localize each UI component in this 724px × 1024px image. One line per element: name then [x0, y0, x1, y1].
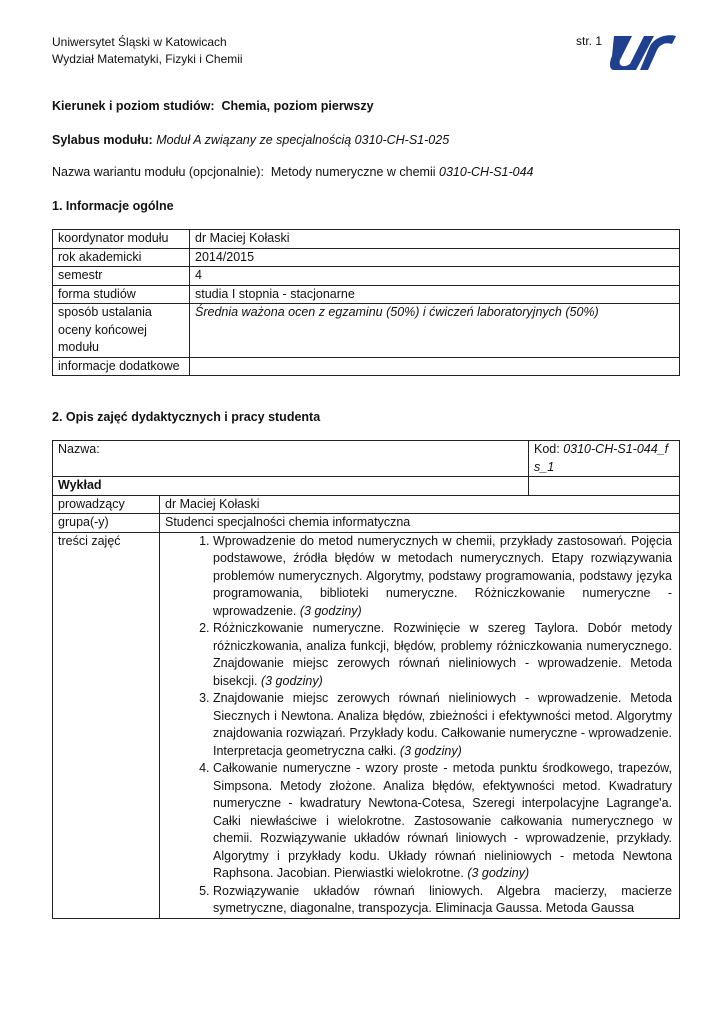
- kod-value: 0310-CH-S1-044_fs_1: [534, 442, 669, 474]
- sylabus-label: Sylabus modułu:: [52, 133, 153, 147]
- empty-cell: [529, 477, 680, 496]
- table-cell-label: forma studiów: [53, 285, 190, 304]
- course-description-table: [52, 440, 680, 919]
- table-cell-label: informacje dodatkowe: [53, 357, 190, 376]
- topic-text: Znajdowanie miejsc zerowych równań nieliniowych - wprowadzenie. Metoda Siecznych i Newtona. Analiza błędów, zbieżności i efektywności metod. Algorytmy znajdowania rozwiązań. Przykłady kodu. Całkowanie numeryczne - wprowadzenie. Interpretacja geometryczna całki.: [213, 691, 672, 758]
- table-row: [53, 267, 680, 286]
- topic-hours: (3 godziny): [467, 866, 530, 880]
- list-item: [213, 760, 674, 883]
- kierunek-label: Kierunek i poziom studiów:: [52, 99, 215, 113]
- prowadzacy-value: dr Maciej Kołaski: [160, 495, 680, 514]
- table-cell-value: [190, 357, 680, 376]
- wariant-label: Nazwa wariantu modułu (opcjonalnie):: [52, 165, 264, 179]
- table-row: [53, 477, 680, 496]
- nazwa-cell: [53, 441, 529, 477]
- page-number: str. 1: [576, 34, 603, 48]
- topic-text: Rozwiązywanie układów równań liniowych. Algebra macierzy, macierze symetryczne, diagonalne, transpozycja. Eliminacja Gaussa. Metoda Gaussa: [213, 883, 672, 915]
- table-cell-label: koordynator modułu: [53, 230, 190, 249]
- nazwa-label: Nazwa:: [58, 442, 100, 456]
- table-cell-label: rok akademicki: [53, 248, 190, 267]
- faculty-name: Wydział Matematyki, Fizyki i Chemii: [52, 52, 243, 66]
- table-cell-value: Średnia ważona ocen z egzaminu (50%) i ćwiczeń laboratoryjnych (50%): [190, 304, 680, 358]
- wyklad-cell: Wykład: [53, 477, 529, 496]
- table-row: [53, 441, 680, 477]
- list-item: [213, 533, 674, 621]
- table-row: [53, 285, 680, 304]
- topic-hours: (3 godziny): [399, 743, 462, 758]
- wariant-line: [52, 165, 534, 179]
- topic-hours: (3 godziny): [260, 673, 323, 688]
- table-row: [53, 304, 680, 358]
- table-row: [53, 230, 680, 249]
- kierunek-value: Chemia, poziom pierwszy: [221, 99, 374, 113]
- wariant-value: Metody numeryczne w chemii: [270, 165, 436, 179]
- general-info-table: [52, 229, 680, 376]
- tresci-label: treści zajęć: [53, 532, 160, 918]
- list-item: [213, 690, 674, 760]
- table-cell-value: dr Maciej Kołaski: [190, 230, 680, 249]
- prowadzacy-label: prowadzący: [53, 495, 160, 514]
- table-row: [53, 495, 680, 514]
- section2-title: 2. Opis zajęć dydaktycznych i pracy studenta: [52, 410, 321, 424]
- grupa-label: grupa(-y): [53, 514, 160, 533]
- tresci-content: [160, 532, 680, 918]
- kod-cell: [529, 441, 680, 477]
- table-row: [53, 532, 680, 918]
- table-row: [53, 514, 680, 533]
- university-name: Uniwersytet Śląski w Katowicach: [52, 35, 227, 49]
- topic-text: Wprowadzenie do metod numerycznych w chemii, przykłady zastosowań. Pojęcia podstawowe, źródła błędów w metodach numerycznych. Etapy rozwiązywania problemów numerycznych. Algorytmy, podstawy programowania, podstawy języka programowania, biblioteki numeryczne. Różniczkowanie numeryczne - wprowadzenie.: [213, 533, 672, 618]
- kod-label: Kod:: [534, 442, 560, 456]
- topic-hours: (3 godziny): [299, 603, 362, 618]
- topics-list: [165, 533, 674, 918]
- grupa-value: Studenci specjalności chemia informatyczna: [160, 514, 680, 533]
- topic-text: Różniczkowanie numeryczne. Rozwinięcie w szereg Taylora. Dobór metody różniczkowania, analiza funkcji, błędów, problemy różniczkowania numerycznego. Znajdowanie miejsc zerowych równań nieliniowych - wprowadzenie. Metoda bisekcji.: [213, 621, 672, 688]
- table-row: [53, 357, 680, 376]
- page-header: [52, 34, 243, 68]
- table-cell-label: sposób ustalania oceny końcowej modułu: [53, 304, 190, 358]
- sylabus-line: [52, 133, 449, 147]
- topic-text: Całkowanie numeryczne - wzory proste - metoda punktu środkowego, trapezów, Simpsona. Metody złożone. Analiza błędów, efektywności metod. Kwadratury numeryczne - kwadratury Newtona-Cotesa, Szeregi interpolacyjne Lagrange'a. Całki niewłaściwe i wielokrotne. Zastosowanie całkowania numerycznego w chemii. Rozwiązywanie układów równań liniowych - wprowadzenie, przykłady. Algorytmy i przykłady kodu. Układy równań nieliniowych - metoda Newtona Raphsona. Jacobian. Pierwiastki wielokrotne.: [213, 761, 672, 880]
- section1-title: 1. Informacje ogólne: [52, 199, 174, 213]
- table-cell-label: semestr: [53, 267, 190, 286]
- kierunek-line: [52, 99, 374, 113]
- wariant-code: 0310-CH-S1-044: [439, 165, 534, 179]
- table-cell-value: 2014/2015: [190, 248, 680, 267]
- list-item: [213, 620, 674, 690]
- table-row: [53, 248, 680, 267]
- list-item: [213, 883, 674, 918]
- table-cell-value: 4: [190, 267, 680, 286]
- university-logo-icon: [610, 30, 676, 74]
- sylabus-value: Moduł A związany ze specjalnością 0310-CH-S1-025: [156, 133, 450, 147]
- table-cell-value: studia I stopnia - stacjonarne: [190, 285, 680, 304]
